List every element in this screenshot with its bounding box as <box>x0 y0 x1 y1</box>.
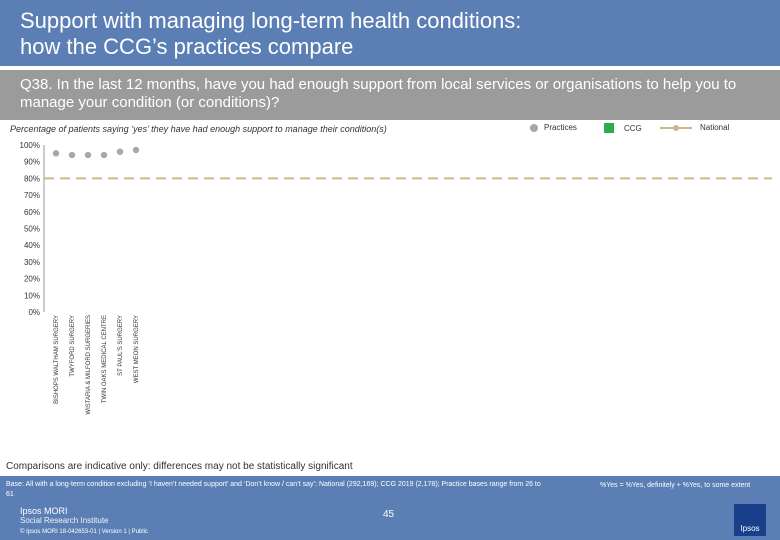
practice-point <box>133 147 139 153</box>
ipsos-badge-logo <box>734 504 766 536</box>
legend-ccg-label: CCG <box>624 123 642 133</box>
ipsos-mori-logo <box>20 506 109 526</box>
y-tick-label: 80% <box>23 174 40 184</box>
practice-point <box>101 152 107 158</box>
chart-area <box>0 135 780 455</box>
base-text: Base: All with a long-term condition excluding ‘I haven’t needed support’ and ‘Don’t know / can’t say’: National (292,169); CCG 2019 (2,178); Practice bases range from 26 to 61 <box>6 481 541 498</box>
national-line-icon <box>660 127 692 129</box>
y-tick-label: 90% <box>23 157 40 167</box>
x-category-label: TWIN OAKS MEDICAL CENTRE <box>102 315 108 404</box>
logo-subtitle: Social Research Institute <box>20 516 109 525</box>
y-tick-label: 50% <box>23 224 40 234</box>
ccg-square-icon <box>604 123 614 133</box>
legend-ccg <box>604 123 642 133</box>
copyright-text: © Ipsos MORI 18-042653-01 | Version 1 | Public <box>20 529 148 535</box>
question-text: Q38. In the last 12 months, have you had enough support from local services or organisations to help you to manage your condition (or conditions)? <box>20 76 737 111</box>
header-bar <box>0 0 780 66</box>
chart-subtitle: Percentage of patients saying ‘yes’ they have had enough support to manage their condition(s) <box>10 124 387 134</box>
y-tick-label: 100% <box>19 141 40 150</box>
x-category-label: BISHOPS WALTHAM SURGERY <box>54 315 60 404</box>
comparison-note: Comparisons are indicative only: differences may not be statistically significant <box>6 461 353 472</box>
legend-practices-label: Practices <box>544 123 577 132</box>
question-bar <box>0 70 780 120</box>
logo-name: Ipsos MORI <box>20 506 68 516</box>
practice-point <box>85 152 91 158</box>
y-tick-label: 70% <box>23 191 40 201</box>
y-tick-label: 0% <box>28 308 40 317</box>
page-title-line1: Support with managing long-term health conditions: <box>20 8 522 33</box>
y-tick-label: 10% <box>23 291 40 301</box>
chart-legend <box>530 123 780 135</box>
legend-national-label: National <box>700 123 730 132</box>
x-category-label: ST PAUL'S SURGERY <box>118 315 124 376</box>
y-tick-label: 60% <box>23 207 40 217</box>
legend-practices <box>530 123 577 132</box>
x-category-label: WEST MEON SURGERY <box>134 315 140 384</box>
footer-bar <box>0 476 780 540</box>
x-category-label: TWYFORD SURGERY <box>70 315 76 377</box>
practice-dot-icon <box>530 124 538 132</box>
y-tick-label: 40% <box>23 241 40 251</box>
page-title-line2: how the CCG’s practices compare <box>20 34 354 59</box>
legend-national <box>660 123 729 132</box>
x-category-label: WISTARIA & MILFORD SURGERIES <box>86 315 92 415</box>
page-title <box>20 8 760 60</box>
y-tick-label: 30% <box>23 257 40 267</box>
badge-text: Ipsos <box>740 524 760 533</box>
yes-definition: %Yes = %Yes, definitely + %Yes, to some extent <box>600 482 751 489</box>
practice-point <box>117 148 123 154</box>
practice-point <box>69 152 75 158</box>
practice-point <box>53 150 59 156</box>
y-tick-label: 20% <box>23 274 40 284</box>
page-number: 45 <box>383 509 395 520</box>
